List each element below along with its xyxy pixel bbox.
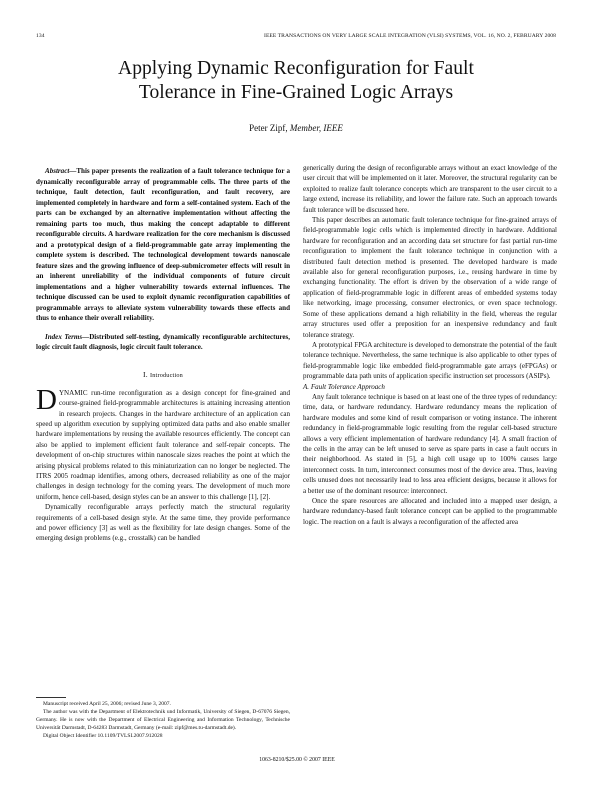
paper-title — [36, 57, 556, 105]
left-column — [36, 166, 290, 544]
title-line-1: Applying Dynamic Reconfiguration for Fault — [118, 58, 474, 79]
title-line-2: Tolerance in Fine-Grained Logic Arrays — [138, 82, 454, 103]
intro-paragraph-1-text: YNAMIC run-time reconfiguration as a design concept for fine-grained and course-grained field-programmable architectures is attaining increasing attention in research projects. Changes in the hardware architecture of an application can speed up algorithm execution by supplying optimized data paths and also enable smaller hardware implementations by reusing the available resources efficiently. The concept can also be applied to implement efficient fault tolerance and self-repair concepts. The development of on-chip structures within nanoscale sizes reaches the point at which the arising physical problems related to this miniaturization can no longer be neglected. The ITRS 2005 roadmap identifies, among others, decreased reliability as one of the major challenges in design technology for the coming years. The development of much more uniform, hence cell-based, design styles can be an answer to this challenge [1], [2]. — [36, 388, 290, 501]
abstract-label: Abstract — [45, 167, 70, 175]
footnotes — [36, 700, 290, 740]
right-paragraph-1: generically during the design of reconfigurable arrays without an exact knowledge of the user circuit that will be implemented on it later. Moreover, the structural regularity can be exploited to realize fault tolerance concepts which are transparent to the user circuit to a large extend, increase its reliability, and lower the failure rate. Such an approach towards fault tolerance will be discussed here. — [303, 164, 557, 214]
author-role: Member, IEEE — [289, 123, 343, 133]
index-terms-label: Index Terms — [45, 332, 83, 341]
footnote-received: Manuscript received April 25, 2006; revised June 3, 2007. — [43, 701, 171, 707]
page-number: 134 — [36, 33, 45, 39]
footnote-affiliation: The author was with the Department of Elektrotechnik und Informatik, University of Siegen, D-67076 Siegen, Germany. He is now with the Department of Electrical Engineering and Information Technology, Technische Universität Darmstadt, D-64283 Darmstadt, Germany (e-mail: zipf@mes.tu-darmstadt.de). — [36, 709, 290, 732]
index-terms — [36, 332, 290, 353]
author-line — [36, 123, 556, 133]
right-paragraph-5: Once the spare resources are allocated and included into a mapped user design, a hardware redundancy-based fault tolerance concept can be applied to the programmable logic. The reaction on a fault is always a reconfiguration of the affected area — [303, 497, 557, 526]
footnote-doi: Digital Object Identifier 10.1109/TVLSI.2007.912028 — [43, 733, 163, 740]
drop-cap: D — [36, 383, 57, 416]
section-heading-introduction — [36, 370, 290, 381]
right-paragraph-4: Any fault tolerance technique is based on at least one of the three types of redundancy: time, data, or hardware redundancy. Hardware redundancy means the replication of hardware modules and some kind of result comparison or voting instance. The inherent redundancy in field-programmable logic resulting from the regular cell-based structure allows a very efficient implementation of hardware redundancy [4]. A small fraction of the cells in the array can be left unused to serve as spare parts in case a fault occurs in their neighborhood. As stated in [5], a high cell usage up to 100% causes large interconnect costs. In turn, interconnect consumes most of the device area. Thus, leaving cells unused does not necessarily lead to less area efficient designs, because it allows for a better use of the dominant resource: interconnect. — [303, 392, 557, 495]
section-title: Introduction — [149, 372, 183, 380]
journal-header: IEEE TRANSACTIONS ON VERY LARGE SCALE INTEGRATION (VLSI) SYSTEMS, VOL. 16, NO. 2, FEBRUARY 2008 — [264, 33, 556, 39]
right-paragraph-3: A prototypical FPGA architecture is developed to demonstrate the potential of the fault tolerance technique. Nevertheless, the same technique is also applicable to other types of field-programmable logic like embedded field-programmable gate arrays (eFPGAs) or programmable data path units of application specific instruction set processors (ASIPs). — [303, 340, 558, 381]
abstract — [36, 166, 290, 324]
intro-paragraph-1 — [36, 383, 290, 502]
section-number: I. — [143, 370, 148, 380]
index-terms-text: —Distributed self-testing, dynamically reconfigurable architectures, logic circuit fault diagnosis, logic circuit fault tolerance. — [36, 332, 290, 351]
intro-paragraph-2: Dynamically reconfigurable arrays perfectly match the structural regularity requirements of a cell-based design style. At the same time, they provide performance and power efficiency [3] as well as the flexibility for late design changes. Some of the emerging design problems (e.g., crosstalk) can be handled — [36, 503, 290, 543]
right-paragraph-2: This paper describes an automatic fault tolerance technique for fine-grained arrays of field-programmable logic cells which is implemented directly in hardware. Additional hardware for reconfiguration and an according data set structure for fast partial run-time reconfiguration to implement the fault tolerance technique in conjunction with a distributed fault detection method is presented. The developed hardware is made available also for general reconfiguration purposes, i.e., reusing hardware in time by exchanging functionality. The effort is driven by the observation of a wide range of application of field-programmable logic in different areas of embedded systems today like networking, image processing, consumer electronics, or even space technology. Some of these applications demand a high reliability in the field, whereas the regular array structures used offer a preposition for an inexpensive redundancy and fault tolerance strategy. — [303, 216, 557, 339]
subsection-heading-a: A. Fault Tolerance Approach — [303, 382, 385, 391]
right-column — [303, 163, 557, 527]
author-name: Peter Zipf, — [249, 123, 288, 133]
footnote-rule — [36, 697, 66, 698]
copyright-footer: 1063-8210/$25.00 © 2007 IEEE — [259, 757, 335, 763]
abstract-text: —This paper presents the realization of a fault tolerance technique for a dynamically reconfigurable array of programmable cells. The three parts of the technique, fault detection, fault reconfiguration, and fault recovery, are implemented completely in hardware and form a self-contained system. Each of the parts can be exchanged by an alternative implementation without affecting the remaining parts too much, thus making the concept adaptable to different reconfigurable circuits. A hardware realization for the core mechanism is discussed and a prototypical design of a field-programmable gate array implementing the complete system is described. The technological development towards nanoscale feature sizes and the growing influence of deep-submicrometer effects will result in an inherent unreliability of the individual components of future circuit implementations and a higher vulnerability towards external influences. The technique discussed can be used to exploit dynamic reconfiguration capabilities of programmable arrays to alleviate system vulnerability towards these effects and thus to enhance their overall reliability. — [36, 167, 290, 322]
